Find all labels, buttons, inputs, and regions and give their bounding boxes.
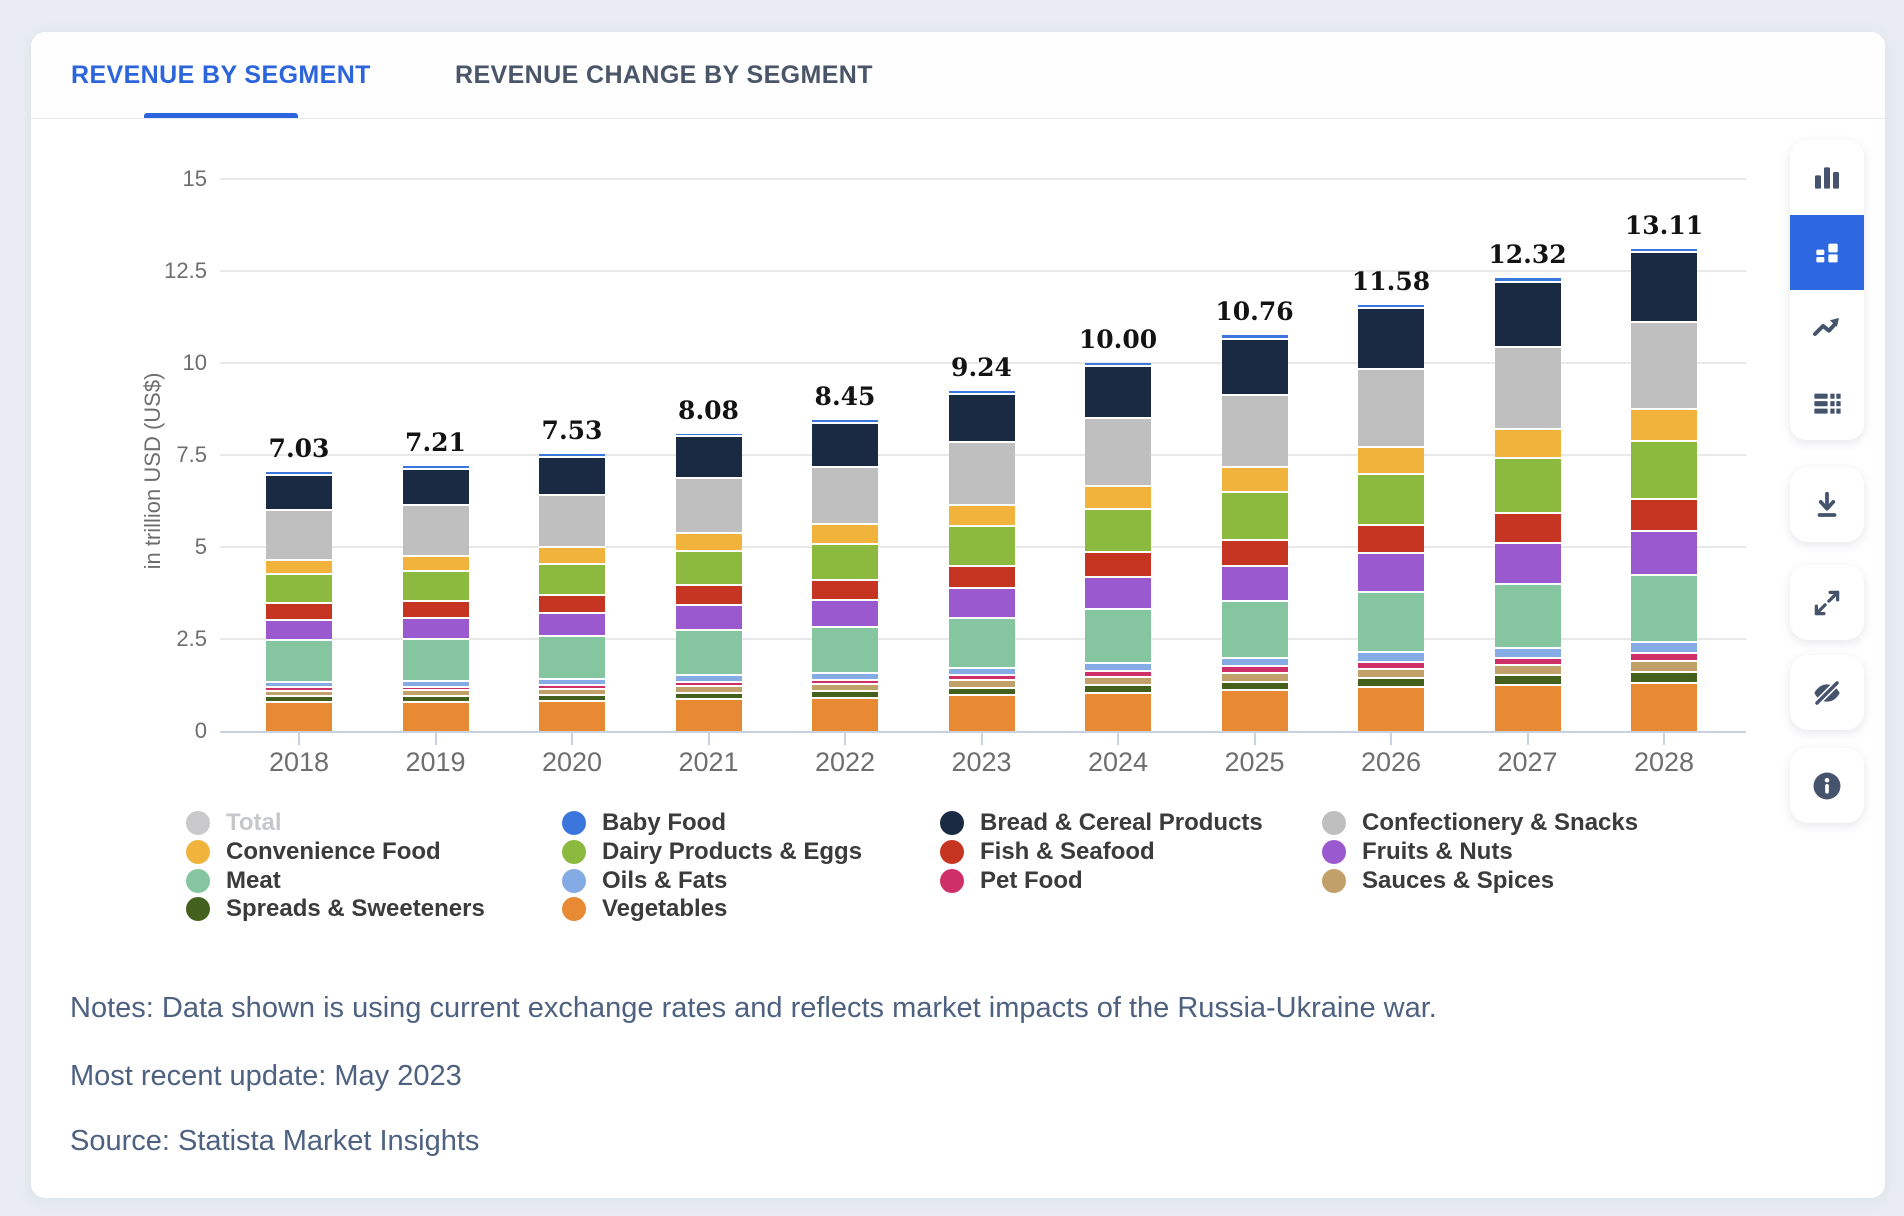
- segment-fish-seafood[interactable]: [1358, 524, 1424, 552]
- y-tick-label: 10: [182, 350, 207, 375]
- segment-fish-seafood[interactable]: [266, 602, 332, 619]
- segment-spreads-sweeteners[interactable]: [949, 687, 1015, 695]
- x-tick-label: 2018: [268, 747, 330, 777]
- segment-convenience-food[interactable]: [1631, 408, 1697, 440]
- segment-fish-seafood[interactable]: [1495, 512, 1561, 542]
- bar-2019: [403, 466, 469, 731]
- legend-marker: [1322, 811, 1346, 835]
- segment-vegetables[interactable]: [1358, 686, 1424, 731]
- y-tick-label: 5: [194, 534, 207, 559]
- segment-dairy-products-eggs[interactable]: [403, 570, 469, 599]
- legend-label: Fish & Seafood: [980, 838, 1155, 865]
- segment-fish-seafood[interactable]: [539, 594, 605, 612]
- segment-meat[interactable]: [1222, 600, 1288, 657]
- bar-2025: [1222, 335, 1288, 731]
- segment-dairy-products-eggs[interactable]: [266, 573, 332, 601]
- gridline: [220, 270, 1746, 272]
- download-icon: [1812, 490, 1842, 520]
- segment-oils-fats[interactable]: [1222, 657, 1288, 666]
- x-tick: [435, 733, 437, 745]
- tab-revenue-by-segment[interactable]: [71, 32, 371, 118]
- segment-confectionery-snacks[interactable]: [676, 477, 742, 533]
- legend-marker: [562, 897, 586, 921]
- column-chart-icon: [1811, 162, 1843, 194]
- segment-sauces-spices[interactable]: [812, 683, 878, 690]
- segment-spreads-sweeteners[interactable]: [1358, 677, 1424, 687]
- stacked-bar-chart: [31, 118, 1885, 818]
- legend-marker: [186, 869, 210, 893]
- gridline: [220, 178, 1746, 180]
- table-button[interactable]: [1790, 365, 1864, 440]
- x-tick-label: 2028: [1633, 747, 1695, 777]
- segment-fruits-nuts[interactable]: [676, 604, 742, 629]
- x-tick-label: 2023: [951, 747, 1012, 777]
- segment-confectionery-snacks[interactable]: [1495, 346, 1561, 428]
- legend-marker: [562, 840, 586, 864]
- column-chart-button[interactable]: [1790, 140, 1864, 215]
- segment-bread-cereal-products[interactable]: [539, 456, 605, 494]
- segment-oils-fats[interactable]: [949, 667, 1015, 674]
- y-tick-label: 2.5: [176, 626, 207, 651]
- segment-spreads-sweeteners[interactable]: [1495, 674, 1561, 684]
- segment-convenience-food[interactable]: [1358, 446, 1424, 474]
- segment-dairy-products-eggs[interactable]: [539, 563, 605, 594]
- total-label: 13.11: [1624, 210, 1704, 240]
- line-chart-button[interactable]: [1790, 290, 1864, 365]
- legend-marker: [940, 811, 964, 835]
- segment-meat[interactable]: [539, 635, 605, 678]
- total-label: 10.76: [1215, 297, 1294, 327]
- segment-vegetables[interactable]: [812, 697, 878, 731]
- segment-fish-seafood[interactable]: [1222, 539, 1288, 565]
- segment-bread-cereal-products[interactable]: [1085, 365, 1151, 417]
- x-tick: [1390, 733, 1392, 745]
- segment-fruits-nuts[interactable]: [539, 612, 605, 635]
- segment-bread-cereal-products[interactable]: [266, 474, 332, 509]
- segment-spreads-sweeteners[interactable]: [676, 692, 742, 699]
- x-tick-label: 2027: [1497, 747, 1558, 777]
- total-label: 8.45: [814, 382, 876, 412]
- bar-2023: [949, 391, 1015, 731]
- line-chart-icon: [1811, 312, 1843, 344]
- segment-spreads-sweeteners[interactable]: [1085, 684, 1151, 692]
- segment-dairy-products-eggs[interactable]: [1085, 508, 1151, 551]
- expand-button[interactable]: [1790, 565, 1864, 640]
- legend-marker: [562, 811, 586, 835]
- total-label: 7.53: [541, 415, 603, 445]
- legend-label: Dairy Products & Eggs: [602, 838, 863, 865]
- segment-dairy-products-eggs[interactable]: [1631, 440, 1697, 499]
- segment-oils-fats[interactable]: [812, 672, 878, 679]
- segment-confectionery-snacks[interactable]: [1222, 394, 1288, 466]
- segment-fruits-nuts[interactable]: [1358, 552, 1424, 591]
- segment-convenience-food[interactable]: [539, 546, 605, 563]
- segment-confectionery-snacks[interactable]: [1631, 321, 1697, 408]
- notes-text: Notes: Data shown is using current exchange rates and reflects market impacts of the Russia-Ukraine war.: [70, 992, 1437, 1024]
- segment-spreads-sweeteners[interactable]: [1631, 671, 1697, 682]
- segment-dairy-products-eggs[interactable]: [1358, 473, 1424, 524]
- total-label: 10.00: [1078, 325, 1158, 354]
- segment-spreads-sweeteners[interactable]: [812, 690, 878, 697]
- segment-confectionery-snacks[interactable]: [403, 504, 469, 555]
- segment-convenience-food[interactable]: [266, 559, 332, 574]
- segment-convenience-food[interactable]: [1222, 466, 1288, 491]
- x-tick-label: 2022: [814, 747, 876, 777]
- segment-confectionery-snacks[interactable]: [949, 441, 1015, 504]
- segment-oils-fats[interactable]: [1495, 647, 1561, 657]
- tab-revenue-change-by-segment[interactable]: [455, 32, 873, 118]
- segment-bread-cereal-products[interactable]: [949, 393, 1015, 441]
- segment-fish-seafood[interactable]: [1085, 551, 1151, 575]
- x-tick-label: 2025: [1224, 747, 1285, 777]
- y-tick-label: 12.5: [164, 258, 207, 283]
- legend-label: Sauces & Spices: [1362, 867, 1555, 894]
- segment-convenience-food[interactable]: [949, 504, 1015, 525]
- y-tick-label: 0: [194, 718, 207, 743]
- segment-sauces-spices[interactable]: [1085, 676, 1151, 684]
- legend-label: Pet Food: [980, 867, 1083, 894]
- legend-marker: [1322, 869, 1346, 893]
- table-icon: [1811, 387, 1843, 419]
- expand-icon: [1812, 588, 1842, 618]
- legend-marker: [186, 840, 210, 864]
- segment-convenience-food[interactable]: [1495, 428, 1561, 457]
- x-tick-label: 2024: [1087, 747, 1149, 777]
- segment-fish-seafood[interactable]: [403, 600, 469, 617]
- x-tick: [1254, 733, 1256, 745]
- y-tick-label: 15: [182, 166, 207, 191]
- segment-bread-cereal-products[interactable]: [1358, 307, 1424, 368]
- chart-card: [31, 32, 1885, 1198]
- segment-bread-cereal-products[interactable]: [676, 435, 742, 476]
- segment-vegetables[interactable]: [1631, 682, 1697, 731]
- segment-oils-fats[interactable]: [1085, 662, 1151, 670]
- legend-label: Spreads & Sweeteners: [226, 895, 485, 922]
- segment-bread-cereal-products[interactable]: [1631, 251, 1697, 321]
- segment-fish-seafood[interactable]: [1631, 498, 1697, 530]
- segment-convenience-food[interactable]: [676, 532, 742, 550]
- segment-confectionery-snacks[interactable]: [1085, 417, 1151, 484]
- download-button[interactable]: [1790, 467, 1864, 542]
- segment-sauces-spices[interactable]: [1631, 660, 1697, 671]
- segment-oils-fats[interactable]: [1358, 651, 1424, 660]
- segment-meat[interactable]: [403, 638, 469, 680]
- segment-meat[interactable]: [812, 626, 878, 672]
- source-text: Source: Statista Market Insights: [70, 1125, 480, 1157]
- x-tick: [298, 733, 300, 745]
- x-tick-label: 2021: [678, 747, 739, 777]
- segment-pet-food[interactable]: [1358, 661, 1424, 668]
- bar-2024: [1085, 363, 1151, 731]
- total-label: 12.32: [1488, 239, 1567, 269]
- segment-pet-food[interactable]: [1495, 657, 1561, 664]
- bar-2028: [1631, 249, 1697, 731]
- segment-fruits-nuts[interactable]: [812, 599, 878, 626]
- total-label: 8.08: [678, 395, 739, 425]
- segment-convenience-food[interactable]: [1085, 485, 1151, 508]
- segment-meat[interactable]: [676, 629, 742, 674]
- segment-bread-cereal-products[interactable]: [812, 422, 878, 465]
- segment-convenience-food[interactable]: [403, 555, 469, 570]
- total-label: 9.24: [951, 352, 1012, 382]
- legend-label: Confectionery & Snacks: [1362, 809, 1639, 836]
- tab-label: REVENUE BY SEGMENT: [71, 60, 371, 89]
- segment-vegetables[interactable]: [1495, 684, 1561, 731]
- legend-marker: [562, 869, 586, 893]
- segment-vegetables[interactable]: [539, 700, 605, 731]
- segment-meat[interactable]: [949, 617, 1015, 667]
- bar-2026: [1358, 305, 1424, 731]
- segment-fruits-nuts[interactable]: [1495, 542, 1561, 584]
- segment-vegetables[interactable]: [1222, 689, 1288, 731]
- segment-fruits-nuts[interactable]: [1085, 576, 1151, 609]
- tab-label: REVENUE CHANGE BY SEGMENT: [455, 60, 873, 89]
- segment-fruits-nuts[interactable]: [403, 617, 469, 638]
- segment-vegetables[interactable]: [676, 698, 742, 731]
- info-icon: [1810, 769, 1844, 803]
- legend-marker: [186, 897, 210, 921]
- hide-button[interactable]: [1790, 655, 1864, 730]
- x-tick: [571, 733, 573, 745]
- info-button[interactable]: [1790, 748, 1864, 823]
- x-tick-label: 2020: [541, 747, 603, 777]
- legend-label: Oils & Fats: [602, 867, 728, 894]
- segment-confectionery-snacks[interactable]: [1358, 368, 1424, 445]
- y-axis-title: in trillion USD (US$): [140, 372, 165, 570]
- segment-bread-cereal-products[interactable]: [403, 468, 469, 504]
- x-tick: [1527, 733, 1529, 745]
- segment-meat[interactable]: [1631, 574, 1697, 641]
- legend-marker: [940, 840, 964, 864]
- total-label: 7.21: [405, 427, 466, 457]
- x-tick-label: 2019: [405, 747, 466, 777]
- segment-bread-cereal-products[interactable]: [1495, 281, 1561, 346]
- segment-convenience-food[interactable]: [812, 523, 878, 542]
- segment-meat[interactable]: [1495, 583, 1561, 647]
- segment-vegetables[interactable]: [266, 701, 332, 731]
- bar-2018: [266, 472, 332, 731]
- segment-bread-cereal-products[interactable]: [1222, 338, 1288, 394]
- legend-label: Total: [226, 809, 282, 836]
- x-tick: [1117, 733, 1119, 745]
- x-axis-line: [220, 731, 1746, 733]
- segment-confectionery-snacks[interactable]: [266, 509, 332, 559]
- segment-meat[interactable]: [1358, 591, 1424, 651]
- segment-fruits-nuts[interactable]: [266, 619, 332, 639]
- segment-dairy-products-eggs[interactable]: [949, 525, 1015, 565]
- bar-2022: [812, 420, 878, 731]
- segment-confectionery-snacks[interactable]: [812, 466, 878, 524]
- legend-marker: [1322, 840, 1346, 864]
- segment-sauces-spices[interactable]: [949, 679, 1015, 686]
- segment-fish-seafood[interactable]: [949, 565, 1015, 587]
- legend-label: Convenience Food: [226, 838, 441, 865]
- legend-label: Bread & Cereal Products: [980, 809, 1263, 836]
- segment-pet-food[interactable]: [1631, 652, 1697, 660]
- segment-sauces-spices[interactable]: [1222, 672, 1288, 681]
- bar-2021: [676, 434, 742, 731]
- bar-2020: [539, 454, 605, 731]
- segment-dairy-products-eggs[interactable]: [676, 550, 742, 584]
- hide-icon: [1811, 677, 1843, 709]
- segment-confectionery-snacks[interactable]: [539, 494, 605, 546]
- x-tick-label: 2026: [1360, 747, 1422, 777]
- legend-marker: [186, 811, 210, 835]
- segment-fish-seafood[interactable]: [812, 579, 878, 599]
- segment-sauces-spices[interactable]: [1495, 664, 1561, 674]
- stacked-chart-button[interactable]: [1790, 215, 1864, 290]
- segment-fruits-nuts[interactable]: [949, 587, 1015, 617]
- legend-marker: [940, 869, 964, 893]
- segment-dairy-products-eggs[interactable]: [812, 543, 878, 579]
- bar-2027: [1495, 278, 1561, 731]
- segment-fish-seafood[interactable]: [676, 584, 742, 604]
- y-tick-label: 7.5: [176, 442, 207, 467]
- segment-sauces-spices[interactable]: [1358, 668, 1424, 677]
- update-text: Most recent update: May 2023: [70, 1060, 462, 1092]
- segment-vegetables[interactable]: [403, 701, 469, 731]
- segment-dairy-products-eggs[interactable]: [1495, 457, 1561, 512]
- legend-label: Vegetables: [602, 895, 728, 922]
- total-label: 11.58: [1351, 266, 1431, 296]
- x-tick: [844, 733, 846, 745]
- total-label: 7.03: [268, 434, 330, 464]
- tab-bar: [31, 32, 1885, 119]
- segment-fruits-nuts[interactable]: [1631, 530, 1697, 575]
- legend-label: Meat: [226, 867, 281, 894]
- segment-vegetables[interactable]: [949, 694, 1015, 730]
- segment-dairy-products-eggs[interactable]: [1222, 491, 1288, 538]
- x-tick: [708, 733, 710, 745]
- legend-label: Baby Food: [602, 809, 726, 836]
- x-tick: [1663, 733, 1665, 745]
- segment-spreads-sweeteners[interactable]: [1222, 681, 1288, 690]
- segment-meat[interactable]: [1085, 608, 1151, 661]
- toolbar-chart-type-group: [1790, 140, 1864, 440]
- segment-oils-fats[interactable]: [676, 674, 742, 681]
- x-tick: [981, 733, 983, 745]
- stacked-chart-icon: [1811, 237, 1843, 269]
- legend-label: Fruits & Nuts: [1362, 838, 1513, 865]
- segment-meat[interactable]: [266, 639, 332, 681]
- segment-oils-fats[interactable]: [1631, 641, 1697, 652]
- segment-vegetables[interactable]: [1085, 692, 1151, 731]
- segment-fruits-nuts[interactable]: [1222, 565, 1288, 600]
